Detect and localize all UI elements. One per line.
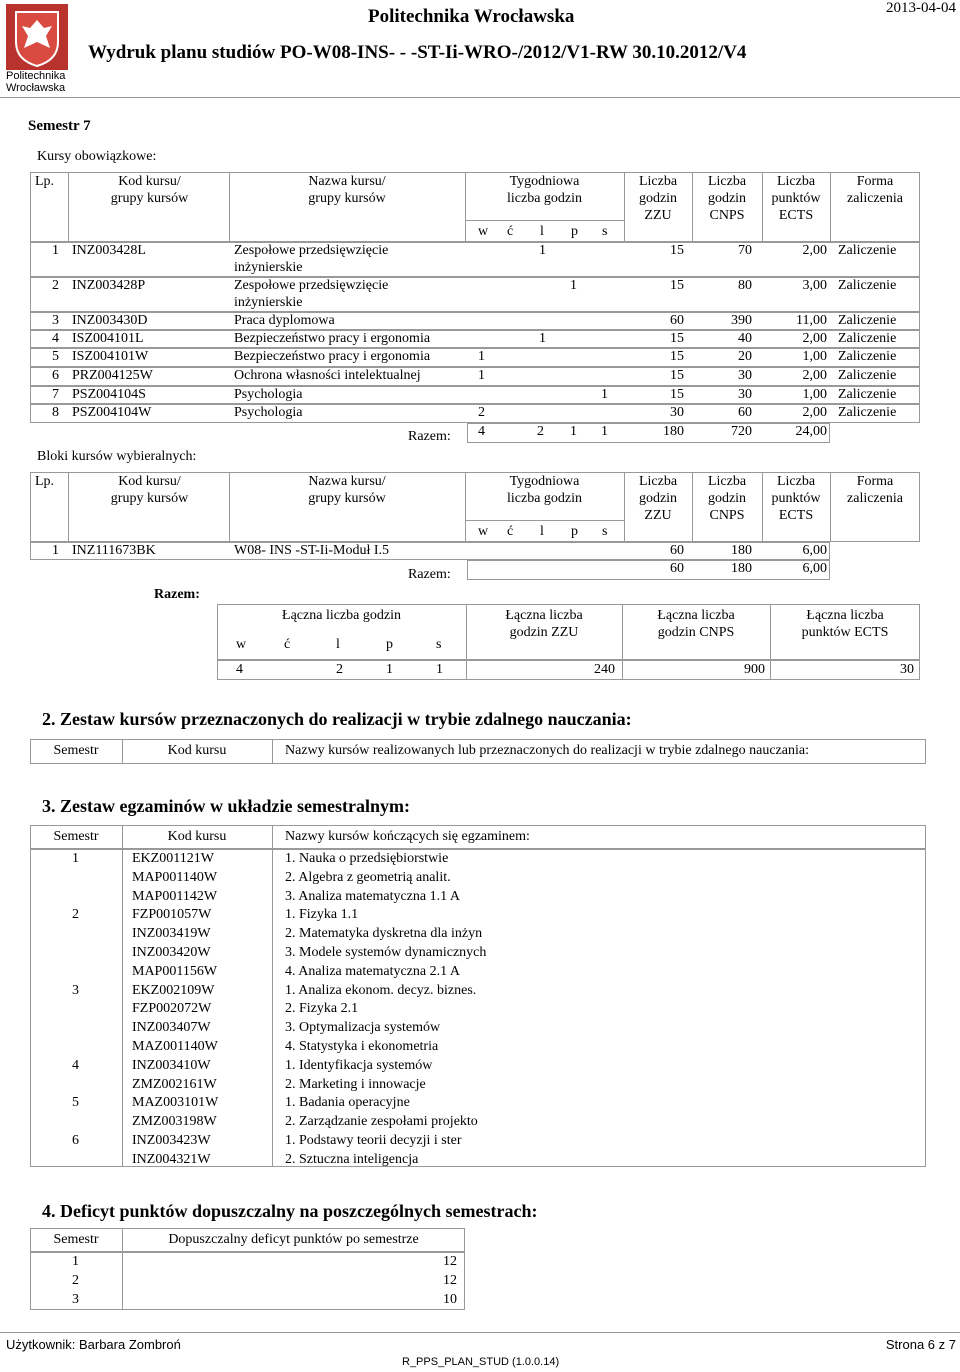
col-divider: [68, 172, 69, 242]
zzu-header: ZZU: [644, 208, 672, 223]
section2-title: 2. Zestaw kursów przeznaczonych do realizacji w trybie zdalnego nauczania:: [42, 709, 632, 729]
hdr-sub-divider: [465, 520, 624, 521]
row-ects: 2,00: [802, 331, 827, 346]
row-cnps: 30: [738, 368, 752, 383]
sum-hours: 4: [478, 424, 485, 439]
deficit-h-val: Dopuszczalny deficyt punktów po semestrze: [168, 1232, 419, 1247]
exam-kod: MAP001142W: [132, 888, 218, 904]
row-ects: 6,00: [802, 543, 827, 558]
row-kod: INZ111673BK: [72, 543, 156, 558]
totals-zzu-header: Łączna liczba: [505, 608, 583, 623]
exam-nazwa: 2. Zarządzanie zespołami projekto: [285, 1114, 478, 1130]
row-hours: 1: [478, 368, 485, 383]
sum-hours: 1: [570, 424, 577, 439]
ects-header: Liczba: [776, 174, 816, 189]
col-divider: [229, 172, 230, 242]
forma-header: Forma: [856, 174, 894, 189]
col-divider: [272, 825, 273, 1167]
ects-header: ECTS: [778, 208, 814, 223]
footer-code: R_PPS_PLAN_STUD (1.0.0.14): [402, 1356, 560, 1368]
plan-title: Wydruk planu studiów PO-W08-INS- - -ST-Ii-WRO-/2012/V1-RW 30.10.2012/V4: [88, 42, 747, 63]
hours-header: l: [540, 224, 544, 239]
zzu-header: Liczba: [638, 174, 678, 189]
row-ects: 1,00: [802, 349, 827, 364]
exam-kod: INZ004321W: [132, 1151, 211, 1167]
exam-nazwa: 4. Statystyka i ekonometria: [285, 1039, 439, 1054]
exam-kod: MAP001140W: [132, 869, 218, 885]
row-cnps: 60: [738, 405, 752, 420]
exam-sem: 6: [72, 1133, 79, 1148]
deficit-val: 12: [443, 1273, 457, 1288]
nazwa-header: Nazwa kursu/: [308, 474, 386, 489]
exam-nazwa: 2. Fizyka 2.1: [285, 1001, 359, 1017]
razem-total-label: Razem:: [154, 587, 200, 602]
deficit-sem: 1: [72, 1254, 79, 1269]
deficit-sem: 3: [72, 1292, 79, 1307]
row-ects: 2,00: [802, 405, 827, 420]
row-nazwa: Bezpieczeństwo pracy i ergonomia: [234, 331, 431, 346]
row-forma: Zaliczenie: [838, 331, 897, 346]
tyg-header: Tygodniowa: [509, 474, 580, 489]
sum-hours: 2: [537, 424, 544, 439]
row-forma: Zaliczenie: [838, 278, 897, 293]
row-hours: 1: [570, 278, 577, 293]
row-lp: 4: [52, 331, 59, 346]
mandatory-label: Kursy obowiązkowe:: [37, 149, 157, 164]
col-divider: [229, 472, 230, 542]
exam-nazwa: 1. Analiza ekonom. decyz. biznes.: [285, 982, 477, 998]
ects-header: punktów: [771, 491, 821, 506]
col-divider: [272, 739, 273, 764]
hdr-sub-divider: [465, 220, 624, 221]
exam-nazwa: 1. Podstawy teorii decyzji i ster: [285, 1133, 462, 1148]
exam-kod: FZP001057W: [132, 907, 212, 923]
totals-hours-header: ć: [284, 637, 291, 652]
hours-header: s: [602, 524, 608, 539]
deficit-val: 10: [443, 1292, 457, 1307]
section3-title: 3. Zestaw egzaminów w układzie semestralnym:: [42, 796, 410, 816]
sum-hours: 1: [601, 424, 608, 439]
row-zzu: 15: [670, 278, 684, 293]
row-forma: Zaliczenie: [838, 313, 897, 328]
row-hours: 1: [539, 243, 546, 258]
exam-kod: ZMZ003198W: [132, 1114, 217, 1130]
totals-ects-header: punktów ECTS: [801, 625, 889, 640]
cnps-header: CNPS: [709, 208, 745, 223]
cnps-header: godzin: [707, 191, 747, 206]
razem-label: Razem:: [408, 429, 451, 444]
ects-header: punktów: [771, 191, 821, 206]
forma-header: zaliczenia: [847, 191, 903, 206]
exam-sem: 4: [72, 1057, 79, 1073]
row-cnps: 390: [731, 313, 752, 328]
zzu-header: Liczba: [638, 474, 678, 489]
exam-sem: 5: [72, 1095, 79, 1111]
hours-header: p: [571, 524, 578, 539]
row-kod: INZ003428P: [72, 278, 146, 293]
nazwa-header: grupy kursów: [308, 491, 386, 506]
row-nazwa: Zespołowe przedsięwzięcie: [234, 278, 389, 293]
totals-hours: 4: [236, 662, 243, 677]
sum-cnps: 180: [731, 561, 752, 576]
deficit-h-sem: Semestr: [53, 1232, 99, 1247]
totals-hours-header: p: [386, 637, 393, 652]
nazwa-header: grupy kursów: [308, 191, 386, 206]
totals-cnps: 900: [744, 662, 765, 677]
row-lp: 3: [52, 313, 59, 328]
cnps-header: godzin: [707, 491, 747, 506]
cnps-header: Liczba: [707, 474, 747, 489]
row-kod: PSZ004104S: [72, 387, 146, 402]
exam-nazwa: 1. Identyfikacja systemów: [285, 1057, 433, 1073]
exam-kod: INZ003420W: [132, 945, 211, 960]
row-nazwa: Zespołowe przedsięwzięcie: [234, 243, 389, 258]
tyg-header: liczba godzin: [506, 491, 583, 506]
row-nazwa: Psychologia: [234, 405, 303, 420]
totals-godzin-header: Łączna liczba godzin: [282, 608, 401, 623]
print-date: 2013-04-04: [886, 0, 956, 16]
row-lp: 7: [52, 387, 59, 402]
footer-page: Strona 6 z 7: [885, 1337, 956, 1352]
row-lp: 8: [52, 405, 59, 420]
exam-nazwa: 1. Fizyka 1.1: [285, 907, 359, 923]
row-hours: 1: [601, 387, 608, 402]
exam-nazwa: 4. Analiza matematyczna 2.1 A: [285, 963, 460, 979]
exams-h-sem: Semestr: [53, 829, 99, 844]
row-hours: 2: [478, 405, 485, 420]
totals-cnps-header: Łączna liczba: [657, 608, 735, 623]
sum-zzu: 60: [670, 561, 684, 576]
deficit-val: 12: [443, 1254, 457, 1269]
row-nazwa: Ochrona własności intelektualnej: [234, 368, 421, 383]
row-nazwa2: inżynierskie: [234, 260, 303, 275]
kod-header: Kod kursu/: [118, 474, 181, 489]
row-ects: 3,00: [802, 278, 827, 293]
logo-text: Politechnika Wrocławska: [6, 70, 66, 94]
totals-cnps-header: godzin CNPS: [657, 625, 735, 640]
row-cnps: 180: [731, 543, 752, 558]
row-zzu: 15: [670, 331, 684, 346]
sum-ects: 24,00: [795, 424, 827, 439]
remote-h-nazwy: Nazwy kursów realizowanych lub przeznaczonych do realizacji w trybie zdalnego nauczania:: [285, 743, 809, 758]
row-zzu: 30: [670, 405, 684, 420]
remote-h-sem: Semestr: [53, 743, 99, 758]
row-zzu: 60: [670, 313, 684, 328]
kod-header: grupy kursów: [110, 191, 189, 206]
row-forma: Zaliczenie: [838, 368, 897, 383]
row-lp: 5: [52, 349, 59, 364]
row-cnps: 80: [738, 278, 752, 293]
sum-zzu: 180: [663, 424, 684, 439]
university-title: Politechnika Wrocławska: [368, 6, 575, 27]
row-kod: PSZ004104W: [72, 405, 152, 420]
exam-sem: 3: [72, 982, 79, 998]
row-kod: INZ003428L: [72, 243, 146, 258]
row-nazwa: Praca dyplomowa: [234, 313, 335, 328]
nazwa-header: Nazwa kursu/: [308, 174, 386, 189]
exam-nazwa: 2. Matematyka dyskretna dla inżyn: [285, 926, 483, 942]
row-lp: 1: [52, 543, 59, 558]
row-nazwa: W08- INS -ST-Ii-Moduł I.5: [234, 543, 390, 558]
exam-nazwa: 1. Nauka o przedsiębiorstwie: [285, 851, 449, 866]
row-kod: INZ003430D: [72, 313, 148, 328]
hours-header: l: [540, 524, 544, 539]
row-ects: 2,00: [802, 243, 827, 258]
zzu-header: godzin: [638, 491, 678, 506]
exam-nazwa: 2. Marketing i innowacje: [285, 1076, 426, 1092]
exam-sem: 1: [72, 851, 79, 866]
row-hours: 1: [539, 331, 546, 346]
ects-header: Liczba: [776, 474, 816, 489]
totals-ects-header: Łączna liczba: [806, 608, 884, 623]
exam-nazwa: 3. Analiza matematyczna 1.1 A: [285, 888, 460, 904]
row-nazwa2: inżynierskie: [234, 295, 303, 310]
exam-kod: FZP002072W: [132, 1001, 212, 1017]
row-forma: Zaliczenie: [838, 387, 897, 402]
row-lp: 1: [52, 243, 59, 258]
footer-divider: [0, 1332, 960, 1333]
row-nazwa: Bezpieczeństwo pracy i ergonomia: [234, 349, 431, 364]
hours-header: p: [571, 224, 578, 239]
totals-ects: 30: [900, 662, 914, 677]
forma-header: zaliczenia: [847, 491, 903, 506]
sum-cnps: 720: [731, 424, 752, 439]
row-cnps: 20: [738, 349, 752, 364]
tyg-header: Tygodniowa: [509, 174, 580, 189]
row-zzu: 15: [670, 349, 684, 364]
zzu-header: godzin: [638, 191, 678, 206]
exams-h-nazwy: Nazwy kursów kończących się egzaminem:: [285, 829, 530, 844]
exam-kod: INZ003419W: [132, 926, 211, 942]
razem-label: Razem:: [408, 567, 451, 582]
row-forma: Zaliczenie: [838, 349, 897, 364]
exam-kod: MAZ003101W: [132, 1095, 219, 1111]
totals-zzu-header: godzin ZZU: [509, 625, 579, 640]
col-divider: [122, 825, 123, 1167]
totals-zzu: 240: [594, 662, 615, 677]
row-ects: 11,00: [796, 313, 827, 328]
row-nazwa: Psychologia: [234, 387, 303, 402]
row-hours: 1: [478, 349, 485, 364]
hours-header: w: [478, 524, 489, 539]
exam-kod: MAP001156W: [132, 963, 218, 979]
lp-header: Lp.: [35, 174, 55, 189]
footer-user: Użytkownik: Barbara Zombroń: [6, 1337, 181, 1352]
totals-hours-header: w: [236, 637, 247, 652]
kod-header: Kod kursu/: [118, 174, 181, 189]
exam-nazwa: 3. Modele systemów dynamicznych: [285, 945, 487, 960]
blocks-label: Bloki kursów wybieralnych:: [37, 449, 197, 464]
totals-hours: 1: [436, 662, 443, 677]
totals-hours: 2: [336, 662, 343, 677]
totals-hours: 1: [386, 662, 393, 677]
exam-kod: EKZ001121W: [132, 851, 214, 866]
exam-nazwa: 3. Optymalizacja systemów: [285, 1020, 441, 1036]
zzu-header: ZZU: [644, 508, 672, 523]
totals-hours-header: s: [436, 637, 442, 652]
row-kod: ISZ004101L: [72, 331, 144, 346]
row-zzu: 15: [670, 243, 684, 258]
deficit-sem: 2: [72, 1273, 79, 1288]
exam-kod: ZMZ002161W: [132, 1076, 217, 1092]
row-kod: PRZ004125W: [72, 368, 153, 383]
row-ects: 2,00: [802, 368, 827, 383]
row-cnps: 30: [738, 387, 752, 402]
exam-nazwa: 2. Algebra z geometrią analit.: [285, 869, 451, 885]
exam-kod: INZ003423W: [132, 1133, 211, 1148]
hours-header: ć: [507, 524, 514, 539]
exam-nazwa: 2. Sztuczna inteligencja: [285, 1151, 419, 1167]
header-divider: [0, 97, 960, 98]
forma-header: Forma: [856, 474, 894, 489]
kod-header: grupy kursów: [110, 491, 189, 506]
row-forma: Zaliczenie: [838, 243, 897, 258]
ects-header: ECTS: [778, 508, 814, 523]
remote-h-kod: Kod kursu: [167, 743, 227, 758]
hours-header: s: [602, 224, 608, 239]
row-cnps: 70: [738, 243, 752, 258]
semester-title: Semestr 7: [28, 118, 91, 134]
row-zzu: 15: [670, 387, 684, 402]
cnps-header: Liczba: [707, 174, 747, 189]
exam-nazwa: 1. Badania operacyjne: [285, 1095, 410, 1111]
row-lp: 6: [52, 368, 59, 383]
exam-sem: 2: [72, 907, 79, 923]
sum-ects: 6,00: [802, 561, 827, 576]
lp-header: Lp.: [35, 474, 55, 489]
section4-title: 4. Deficyt punktów dopuszczalny na poszczególnych semestrach:: [42, 1201, 538, 1221]
row-ects: 1,00: [802, 387, 827, 402]
hours-header: ć: [507, 224, 514, 239]
totals-hours-header: l: [336, 637, 340, 652]
row-lp: 2: [52, 278, 59, 293]
exam-kod: EKZ002109W: [132, 982, 215, 998]
exam-kod: MAZ001140W: [132, 1039, 218, 1054]
row-zzu: 60: [670, 543, 684, 558]
cnps-header: CNPS: [709, 508, 745, 523]
hours-header: w: [478, 224, 489, 239]
row-cnps: 40: [738, 331, 752, 346]
exam-kod: INZ003407W: [132, 1020, 211, 1036]
row-zzu: 15: [670, 368, 684, 383]
tyg-header: liczba godzin: [506, 191, 583, 206]
exam-kod: INZ003410W: [132, 1057, 211, 1073]
row-kod: ISZ004101W: [72, 349, 149, 364]
col-divider: [68, 472, 69, 542]
exams-h-kod: Kod kursu: [167, 829, 227, 844]
row-forma: Zaliczenie: [838, 405, 897, 420]
